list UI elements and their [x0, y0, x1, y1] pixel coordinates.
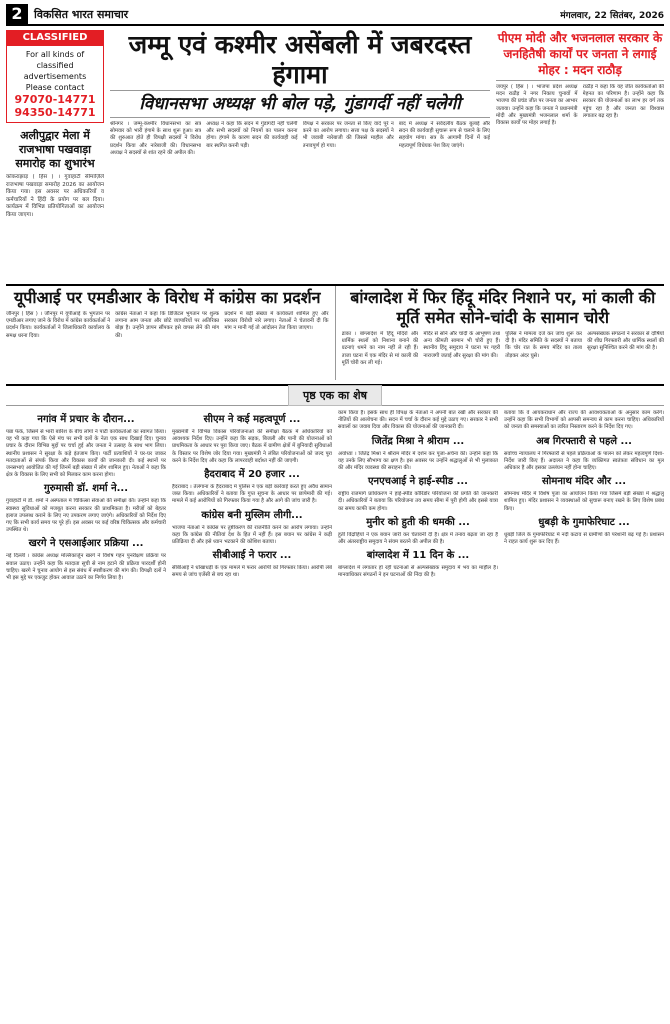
- section-body: पन्ना फेंके, जिसमें से भारी बारिश के बीच लोगों ने पार्टी कार्यकर्ताओं का स्वागत किया। यह भी कहा गया कि ऐसे मंच पर सभी दलों के नेता एक साथ दिखाई दिए। चुनाव प्रचार के दौरान विभिन्न मुद्दों पर चर्चा हुई और जनता ने उत्साह के साथ भाग लिया। स्थानीय प्रशासन ने सुरक्षा के कड़े इंतजाम किए। पार्टी प्रत्याशियों ने घर-घर जाकर मतदाताओं से संपर्क किया और विकास कार्यों की जानकारी दी। कई स्थानों पर जनसभाएं आयोजित की गईं जिनमें बड़ी संख्या में लोग शामिल हुए। नेताओं ने कहा कि क्षेत्र के विकास के लिए सभी को मिलकर काम करना होगा।: [6, 429, 166, 479]
- classified-phone-1[interactable]: 97070-14771: [14, 93, 96, 106]
- classified-text: For all kinds of classified advertisements Please contact: [23, 50, 87, 92]
- right-story-columns: [496, 84, 664, 127]
- masthead-name: विकसित भारत समाचार: [34, 7, 129, 21]
- section-body: राष्ट्रीय राजमार्ग प्राधिकरण ने हाई-स्पीड कॉरिडोर परियोजना की प्रगति की जानकारी दी। अधिकारियों ने बताया कि परियोजना तय समय सीमा में पूरी होगी और इससे यात्रा का समय काफी कम होगा।: [338, 491, 498, 512]
- right-story-column-2: राठौड़ ने कहा कि यह जीत कार्यकर्ताओं की मेहनत का परिणाम है। उन्होंने कहा कि सरकार की योजनाओं का लाभ हर वर्ग तक पहुंच रहा है और जनता का विश्वास लगातार बढ़ रहा है।: [582, 84, 664, 119]
- top-bar: [6, 4, 664, 26]
- lead-story: [110, 30, 490, 280]
- section-subheading: सीएम ने कई महत्वपूर्ण ...: [203, 414, 301, 425]
- continuation-title: पृष्ठ एक का शेष: [288, 385, 382, 406]
- section-body: भाजपा नेताओं ने कांग्रेस पर तुष्टीकरण की राजनीति करने का आरोप लगाया। उन्होंने कहा कि कांग्रेस की नीतियां देश के हित में नहीं हैं। इस बयान पर कांग्रेस ने कड़ी प्रतिक्रिया दी और इसे ध्यान भटकाने की कोशिश बताया।: [172, 524, 332, 546]
- section-body: मुख्यमंत्री ने विभिन्न विकास परियोजनाओं की समीक्षा बैठक में अधिकारियों को आवश्यक निर्देश दिए। उन्होंने कहा कि सड़क, बिजली और पानी की योजनाओं को प्राथमिकता के आधार पर पूरा किया जाए। बैठक में ग्रामीण क्षेत्रों में बुनियादी सुविधाओं के विस्तार पर विशेष जोर दिया गया। मुख्यमंत्री ने लंबित परियोजनाओं को जल्द पूरा करने के निर्देश दिए और कहा कि लापरवाही बर्दाश्त नहीं की जाएगी।: [172, 429, 332, 464]
- section-body: हैदराबाद । तेलंगाना के हैदराबाद में पुलिस ने एक बड़ी कार्रवाई करते हुए अवैध सामान जब्त किया। अधिकारियों ने बताया कि गुप्त सूचना के आधार पर छापेमारी की गई। मामले में कई आरोपियों को गिरफ्तार किया गया है और आगे की जांच जारी है।: [172, 484, 332, 505]
- bangladesh-story: [342, 286, 665, 380]
- section-body: धुबड़ी जिले के गुमाफेरिघाट में नदी कटाव से ग्रामीणों की परेशानी बढ़ गई है। प्रशासन ने राहत कार्य शुरू कर दिए हैं।: [504, 531, 664, 546]
- section-subheading: हैदराबाद में 20 हजार ...: [204, 469, 300, 481]
- section-body: हूती विद्रोहियों ने एक बयान जारी कर चेतावनी दी है। क्षेत्र में तनाव बढ़ता जा रहा है और अंतरराष्ट्रीय समुदाय ने संयम बरतने की अपील की है।: [338, 531, 498, 546]
- section-subheading: खरगे ने एसआईआर प्रक्रिया ...: [28, 538, 144, 550]
- bangladesh-story-column-3: पुलिस ने मामला दर्ज कर जांच शुरू कर दी है। मंदिर समिति के सदस्यों ने बताया कि चोर रात के समय मंदिर का ताला तोड़कर अंदर घुसे।: [505, 331, 583, 359]
- classified-phone-2[interactable]: 94350-14771: [14, 106, 96, 119]
- bangladesh-story-column-1: ढाका । बांग्लादेश में हिंदू मंदिरों और धार्मिक स्थलों को निशाना बनाने की घटनाएं थमने का नाम नहीं ले रही हैं। ताजा घटना में एक मंदिर से मां काली की मूर्ति चोरी कर ली गई।: [341, 331, 419, 366]
- lead-headline: जम्मू एवं कश्मीर असेंबली में जबरदस्त हंगामा: [110, 30, 490, 91]
- continuation-band: [6, 384, 664, 406]
- section-subheading: अब गिरफ्तारी से पहले ...: [536, 435, 632, 447]
- section-subheading: एनएचआई ने हाई-स्पीड ...: [368, 476, 468, 488]
- left-column: [6, 30, 104, 280]
- upi-story-columns: [6, 311, 329, 363]
- lead-column-1: श्रीनगर । जम्मू-कश्मीर विधानसभा का सत्र सोमवार को भारी हंगामे के साथ शुरू हुआ। सत्र की शुरुआत होते ही विपक्षी सदस्यों ने विरोध प्रदर्शन किया और नारेबाजी की। विधानसभा अध्यक्ष ने सदस्यों से शांत रहने की अपील की।: [110, 121, 202, 156]
- section-subheading: सीबीआई ने फरार ...: [212, 550, 292, 562]
- section-subheading: सोमनाथ मंदिर और ...: [542, 476, 626, 488]
- section-body: गुवाहाटी में डॉ. शर्मा ने अस्पताल में चिकित्सा सेवाओं की समीक्षा की। उन्होंने कहा कि स्वास्थ्य सुविधाओं को मजबूत करना सरकार की प्राथमिकता है। मरीजों को बेहतर इलाज उपलब्ध कराने के लिए नए उपकरण लगाए जाएंगे। अधिकारियों को निर्देश दिए गए कि सभी कार्य समय पर पूरे हों। इस अवसर पर कई वरिष्ठ चिकित्सक और कर्मचारी उपस्थित थे।: [6, 498, 166, 534]
- side-story-body: कोकराझाड़ ( हिंस ) । गुवाहाटी सीमाज़िले राजभाषा पखवाड़ा समारोह 2026 का आयोजन किया गया। इस अवसर पर अधिकारियों व कर्मचारियों ने हिंदी के प्रयोग पर बल दिया। कार्यक्रम में विभिन्न प्रतियोगिताओं का आयोजन किया जाएगा।: [6, 174, 104, 218]
- continuation-columns: [6, 410, 664, 1024]
- column-divider: [335, 286, 336, 380]
- section-subheading: गुरुमासी डॉ. शर्मा ने...: [43, 483, 129, 495]
- section-body: सर्वोच्च न्यायालय ने गिरफ्तारी से पहले प्रक्रियाओं के पालन को लेकर महत्वपूर्ण दिशा-निर्देश जारी किए हैं। अदालत ने कहा कि व्यक्तिगत स्वतंत्रता संविधान का मूल अधिकार है और इसका उल्लंघन नहीं होना चाहिए।: [504, 450, 664, 472]
- section-subheading: कांग्रेस बनी मुस्लिम लीगी...: [201, 509, 303, 521]
- lead-column-2: अध्यक्ष ने कहा कि सदन में गुंडागर्दी नहीं चलेगी और सभी सदस्यों को नियमों का पालन करना होगा। हंगामे के कारण सदन की कार्यवाही कई बार स्थगित करनी पड़ी।: [206, 121, 298, 149]
- continuation-column: [6, 410, 166, 1024]
- top-section: [6, 30, 664, 280]
- lead-text-columns: [110, 121, 490, 157]
- classified-box: [6, 45, 104, 123]
- bangladesh-story-column-2: मंदिर से सोने और चांदी के आभूषण तथा अन्य कीमती सामान भी चोरी हुए हैं। स्थानीय हिंदू समुदाय ने घटना पर गहरी नाराजगी जताई और सुरक्षा की मांग की।: [423, 331, 501, 359]
- section-body: सीबीआई ने धोखाधड़ी के एक मामले में फरार आरोपी को गिरफ्तार किया। आरोपी लंबे समय से जांच एजेंसी से बच रहा था।: [172, 565, 332, 579]
- bangladesh-story-headline: बांग्लादेश में फिर हिंदू मंदिर निशाने पर, मां काली की मूर्ति समेत सोने-चांदी के सामान चोरी: [350, 288, 656, 327]
- continuation-column: [504, 410, 664, 1024]
- classified-title: CLASSIFIED: [6, 30, 104, 45]
- lead-column-4: बाद में अध्यक्ष ने सर्वदलीय बैठक बुलाई और सदन की कार्यवाही सुचारू रूप से चलाने के लिए सहयोग मांगा। सत्र के आगामी दिनों में कई महत्वपूर्ण विधेयक पेश किए जाएंगे।: [398, 121, 490, 149]
- section-body: बांग्लादेश में लगातार हो रही घटनाओं से अल्पसंख्यक समुदाय में भय का माहौल है। मानवाधिकार संगठनों ने इन घटनाओं की निंदा की है।: [338, 565, 498, 579]
- upi-story-column-1: जौनपुर ( हिंस ) । जौनपुर में यूपीआई के भुगतान पर एमडीआर लगाए जाने के विरोध में कांग्रेस कार्यकर्ताओं ने प्रदर्शन किया। कार्यकर्ताओं ने जिलाधिकारी कार्यालय के समक्ष धरना दिया।: [6, 311, 111, 339]
- section-body: नई दिल्ली । कांग्रेस अध्यक्ष मल्लिकार्जुन खरगे ने विशेष गहन पुनरीक्षण प्रक्रिया पर सवाल उठाए। उन्होंने कहा कि मतदाता सूची से नाम हटाने की प्रक्रिया पारदर्शी होनी चाहिए। खरगे ने चुनाव आयोग से इस संबंध में स्पष्टीकरण की मांग की। विपक्षी दलों ने भी इस मुद्दे पर एकजुट होकर आवाज उठाने का निर्णय लिया है।: [6, 553, 166, 582]
- second-row: [6, 284, 664, 380]
- section-subheading: नगांव में प्रचार के दौरान...: [37, 414, 135, 425]
- right-story-column-1: जयपुर ( हिंस ) । भाजपा प्रदेश अध्यक्ष मदन राठौड़ ने नगर निकाय चुनावों में भाजपा की प्रचंड जीत पर जनता का आभार जताया। उन्होंने कहा कि जनता ने प्रधानमंत्री मोदी और मुख्यमंत्री भजनलाल शर्मा के विकास कार्यों पर मोहर लगाई है।: [496, 84, 578, 127]
- right-story: [496, 30, 664, 280]
- lead-subheadline: विधानसभा अध्यक्ष भी बोल पड़े, गुंडागर्दी नहीं चलेगी: [110, 91, 490, 118]
- upi-story-column-2: कांग्रेस नेताओं ने कहा कि डिजिटल भुगतान पर शुल्क लगाना आम जनता और छोटे व्यापारियों पर अतिरिक्त बोझ है। उन्होंने ज्ञापन सौंपकर इसे वापस लेने की मांग की।: [115, 311, 220, 339]
- bangladesh-story-columns: [342, 331, 665, 383]
- section-body: बताया कि वे आयकराधान और राज्य की आवश्यकताओं के अनुसार काम करेंगे। उन्होंने कहा कि सभी विभागों को आपसी समन्वय से काम करना चाहिए। अधिकारियों को जनता की समस्याओं का त्वरित निस्तारण करने के निर्देश दिए गए।: [504, 410, 664, 431]
- right-story-headline: पीएम मोदी और भजनलाल सरकार के जनहितैषी कार्यों पर जनता ने लगाई मोहर : मदन राठौड़: [496, 30, 664, 81]
- upi-story-headline: यूपीआई पर एमडीआर के विरोध में कांग्रेस का प्रदर्शन: [14, 288, 321, 307]
- upi-story: [6, 286, 329, 380]
- section-body: अयोध्या । जितेंद्र मिश्रा ने श्रीराम मंदिर में दर्शन कर पूजा-अर्चना की। उन्होंने कहा कि यह उनके लिए सौभाग्य का क्षण है। इस अवसर पर उन्होंने श्रद्धालुओं से भी मुलाकात की और मंदिर व्यवस्था की सराहना की।: [338, 450, 498, 472]
- bangladesh-story-column-4: अल्पसंख्यक संगठनों ने सरकार से दोषियों की शीघ्र गिरफ्तारी और धार्मिक स्थलों की सुरक्षा सुनिश्चित करने की मांग की है।: [587, 331, 664, 352]
- side-story-headline: अलीपुद्वार मेला में राजभाषा पखवाड़ा समारोह का शुभारंभ: [15, 129, 95, 170]
- dateline: मंगलवार, 22 सितंबर, 2026: [560, 10, 664, 21]
- section-body: सोमनाथ मंदिर में विशेष पूजा का आयोजन किया गया जिसमें बड़ी संख्या में श्रद्धालु शामिल हुए। मंदिर प्रशासन ने व्यवस्थाओं को सुचारू बनाए रखने के लिए विशेष प्रबंध किए।: [504, 491, 664, 512]
- section-subheading: मुनीर को हुती की धमकी ...: [366, 516, 470, 528]
- section-subheading: जितेंद्र मिश्रा ने श्रीराम ...: [371, 435, 465, 447]
- continuation-column: [338, 410, 498, 1024]
- section-subheading: बांग्लादेश में 11 दिन के ...: [366, 550, 470, 562]
- upi-story-column-3: प्रदर्शन में बड़ी संख्या में कार्यकर्ता शामिल हुए और सरकार विरोधी नारे लगाए। नेताओं ने चेतावनी दी कि मांग न मानी गई तो आंदोलन तेज किया जाएगा।: [224, 311, 329, 332]
- page-number: 2: [6, 4, 28, 24]
- section-subheading: धुबड़ी के गुमाफेरिघाट ...: [538, 516, 630, 528]
- lead-column-3: विपक्ष ने सरकार पर जनता से किए वादे पूरे न करने का आरोप लगाया। सत्ता पक्ष के सदस्यों ने भी जवाबी नारेबाजी की जिससे माहौल और तनावपूर्ण हो गया।: [302, 121, 394, 149]
- section-body: काम किया है। इसके साथ ही विपक्ष के नेताओं ने अपनी बात रखी और सरकार की नीतियों की आलोचना की। सदन में चर्चा के दौरान कई मुद्दे उठाए गए। सरकार ने सभी सवालों का जवाब दिया और विकास की योजनाओं की जानकारी दी।: [338, 410, 498, 431]
- continuation-column: [172, 410, 332, 1024]
